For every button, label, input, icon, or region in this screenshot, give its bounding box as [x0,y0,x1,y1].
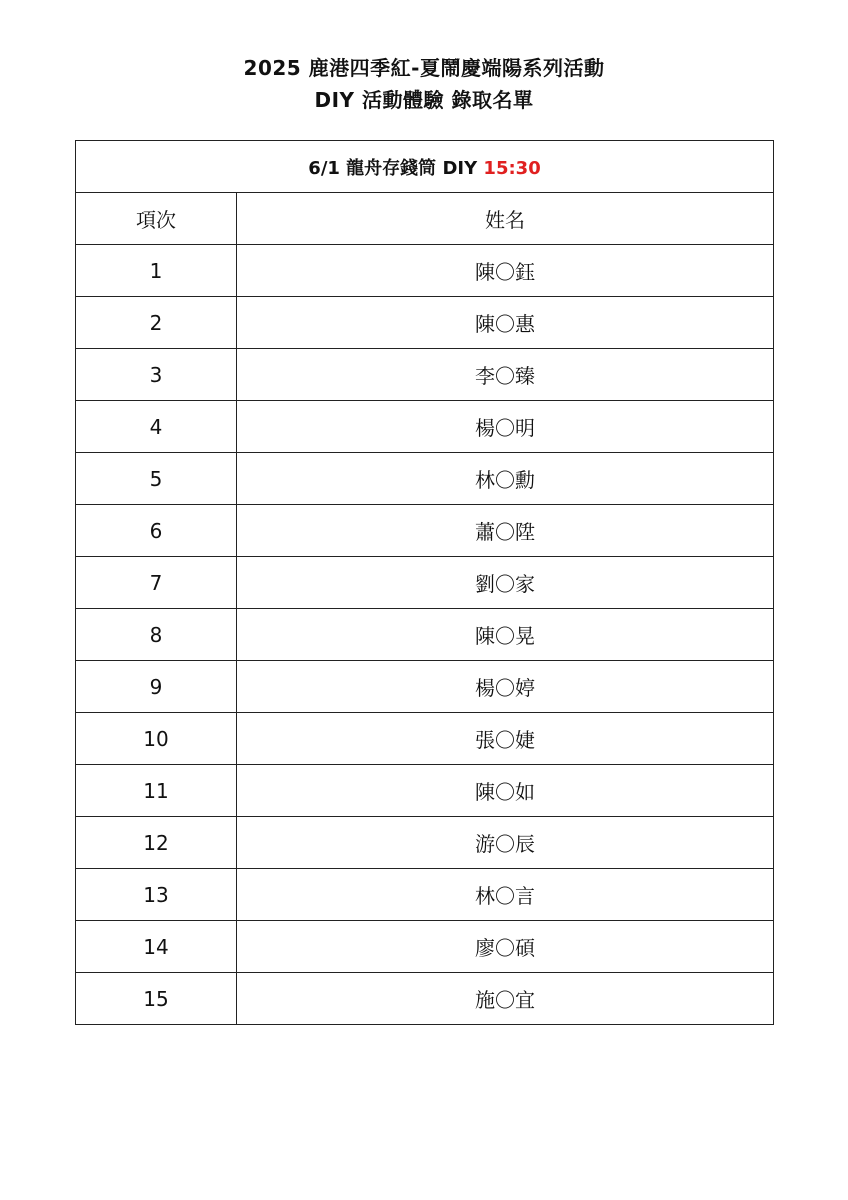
table-row [76,349,774,401]
row-index: 9 [76,661,237,713]
row-index: 6 [76,505,237,557]
title-line-2: DIY 活動體驗 錄取名單 [314,88,534,112]
row-name: 李〇臻 [237,349,774,401]
table-row [76,921,774,973]
row-index: 4 [76,401,237,453]
table-row [76,453,774,505]
table-row [76,505,774,557]
row-index: 2 [76,297,237,349]
row-index: 11 [76,765,237,817]
table-row [76,609,774,661]
row-name: 陳〇鈺 [237,245,774,297]
table-row [76,869,774,921]
title-line-1: 2025 鹿港四季紅-夏鬧慶端陽系列活動 [243,56,605,80]
row-index: 15 [76,973,237,1025]
row-index: 3 [76,349,237,401]
row-name: 陳〇晃 [237,609,774,661]
row-index: 12 [76,817,237,869]
row-name: 林〇言 [237,869,774,921]
row-name: 施〇宜 [237,973,774,1025]
row-name: 陳〇惠 [237,297,774,349]
row-name: 劉〇家 [237,557,774,609]
column-header-row [76,193,774,245]
table-row [76,713,774,765]
row-index: 10 [76,713,237,765]
header-index: 項次 [76,193,237,245]
table-row [76,817,774,869]
roster-table [75,140,774,1025]
row-name: 楊〇婷 [237,661,774,713]
session-time: 15:30 [483,157,541,179]
row-index: 5 [76,453,237,505]
table-row [76,765,774,817]
row-index: 8 [76,609,237,661]
row-index: 7 [76,557,237,609]
document-title [0,52,848,116]
table-row [76,297,774,349]
session-label: 6/1 龍舟存錢筒 DIY [308,157,478,179]
session-header [76,141,774,193]
table-row [76,245,774,297]
table-row [76,557,774,609]
row-name: 張〇婕 [237,713,774,765]
table-row [76,401,774,453]
row-name: 蕭〇陞 [237,505,774,557]
row-name: 楊〇明 [237,401,774,453]
table-row [76,973,774,1025]
row-index: 1 [76,245,237,297]
table-row [76,661,774,713]
row-name: 陳〇如 [237,765,774,817]
row-name: 林〇勳 [237,453,774,505]
row-index: 13 [76,869,237,921]
row-name: 游〇辰 [237,817,774,869]
header-name: 姓名 [237,193,774,245]
session-row [76,141,774,193]
row-name: 廖〇碩 [237,921,774,973]
row-index: 14 [76,921,237,973]
